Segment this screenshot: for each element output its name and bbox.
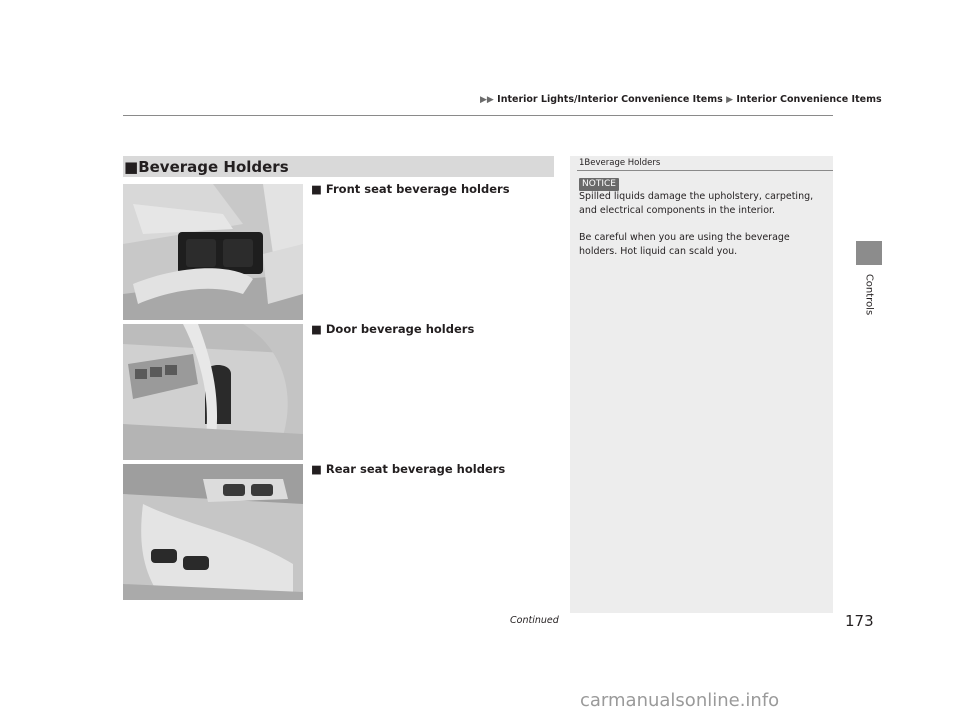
chapter-label: Controls — [863, 273, 875, 316]
notice-badge: NOTICE — [579, 178, 619, 191]
section-title: ■Beverage Holders — [124, 158, 289, 176]
subsection-rear-seat: ■ Rear seat beverage holders — [311, 462, 506, 476]
continued-label: Continued — [510, 615, 559, 626]
square-bullet-icon: ■ — [311, 182, 322, 196]
breadcrumb-item-2[interactable]: Interior Convenience Items — [736, 94, 882, 105]
note-panel — [570, 156, 833, 613]
square-bullet-icon: ■ — [124, 158, 139, 176]
watermark: carmanualsonline.info — [580, 690, 780, 711]
breadcrumb-item-1[interactable]: Interior Lights/Interior Convenience Items — [497, 94, 723, 105]
note-paragraph-1: Spilled liquids damage the upholstery, carpeting, and electrical components in the interior. — [579, 191, 814, 216]
header-divider — [123, 115, 833, 116]
subsection-front-seat: ■ Front seat beverage holders — [311, 182, 510, 196]
front-seat-holder-photo — [123, 184, 303, 320]
door-holder-photo — [123, 324, 303, 460]
subsection-door: ■ Door beverage holders — [311, 322, 475, 336]
note-icon: 1 — [579, 158, 585, 168]
note-divider — [577, 170, 833, 171]
square-bullet-icon: ■ — [311, 322, 322, 336]
arrow-icon: ▶ — [726, 95, 733, 105]
breadcrumb — [480, 94, 882, 105]
page-number: 173 — [845, 612, 874, 630]
rear-seat-holder-photo — [123, 464, 303, 600]
note-paragraph-2: Be careful when you are using the beverage holders. Hot liquid can scald you. — [579, 232, 790, 257]
square-bullet-icon: ■ — [311, 462, 322, 476]
double-arrow-icon: ▶▶ — [480, 95, 494, 105]
note-title: 1Beverage Holders — [579, 158, 661, 168]
